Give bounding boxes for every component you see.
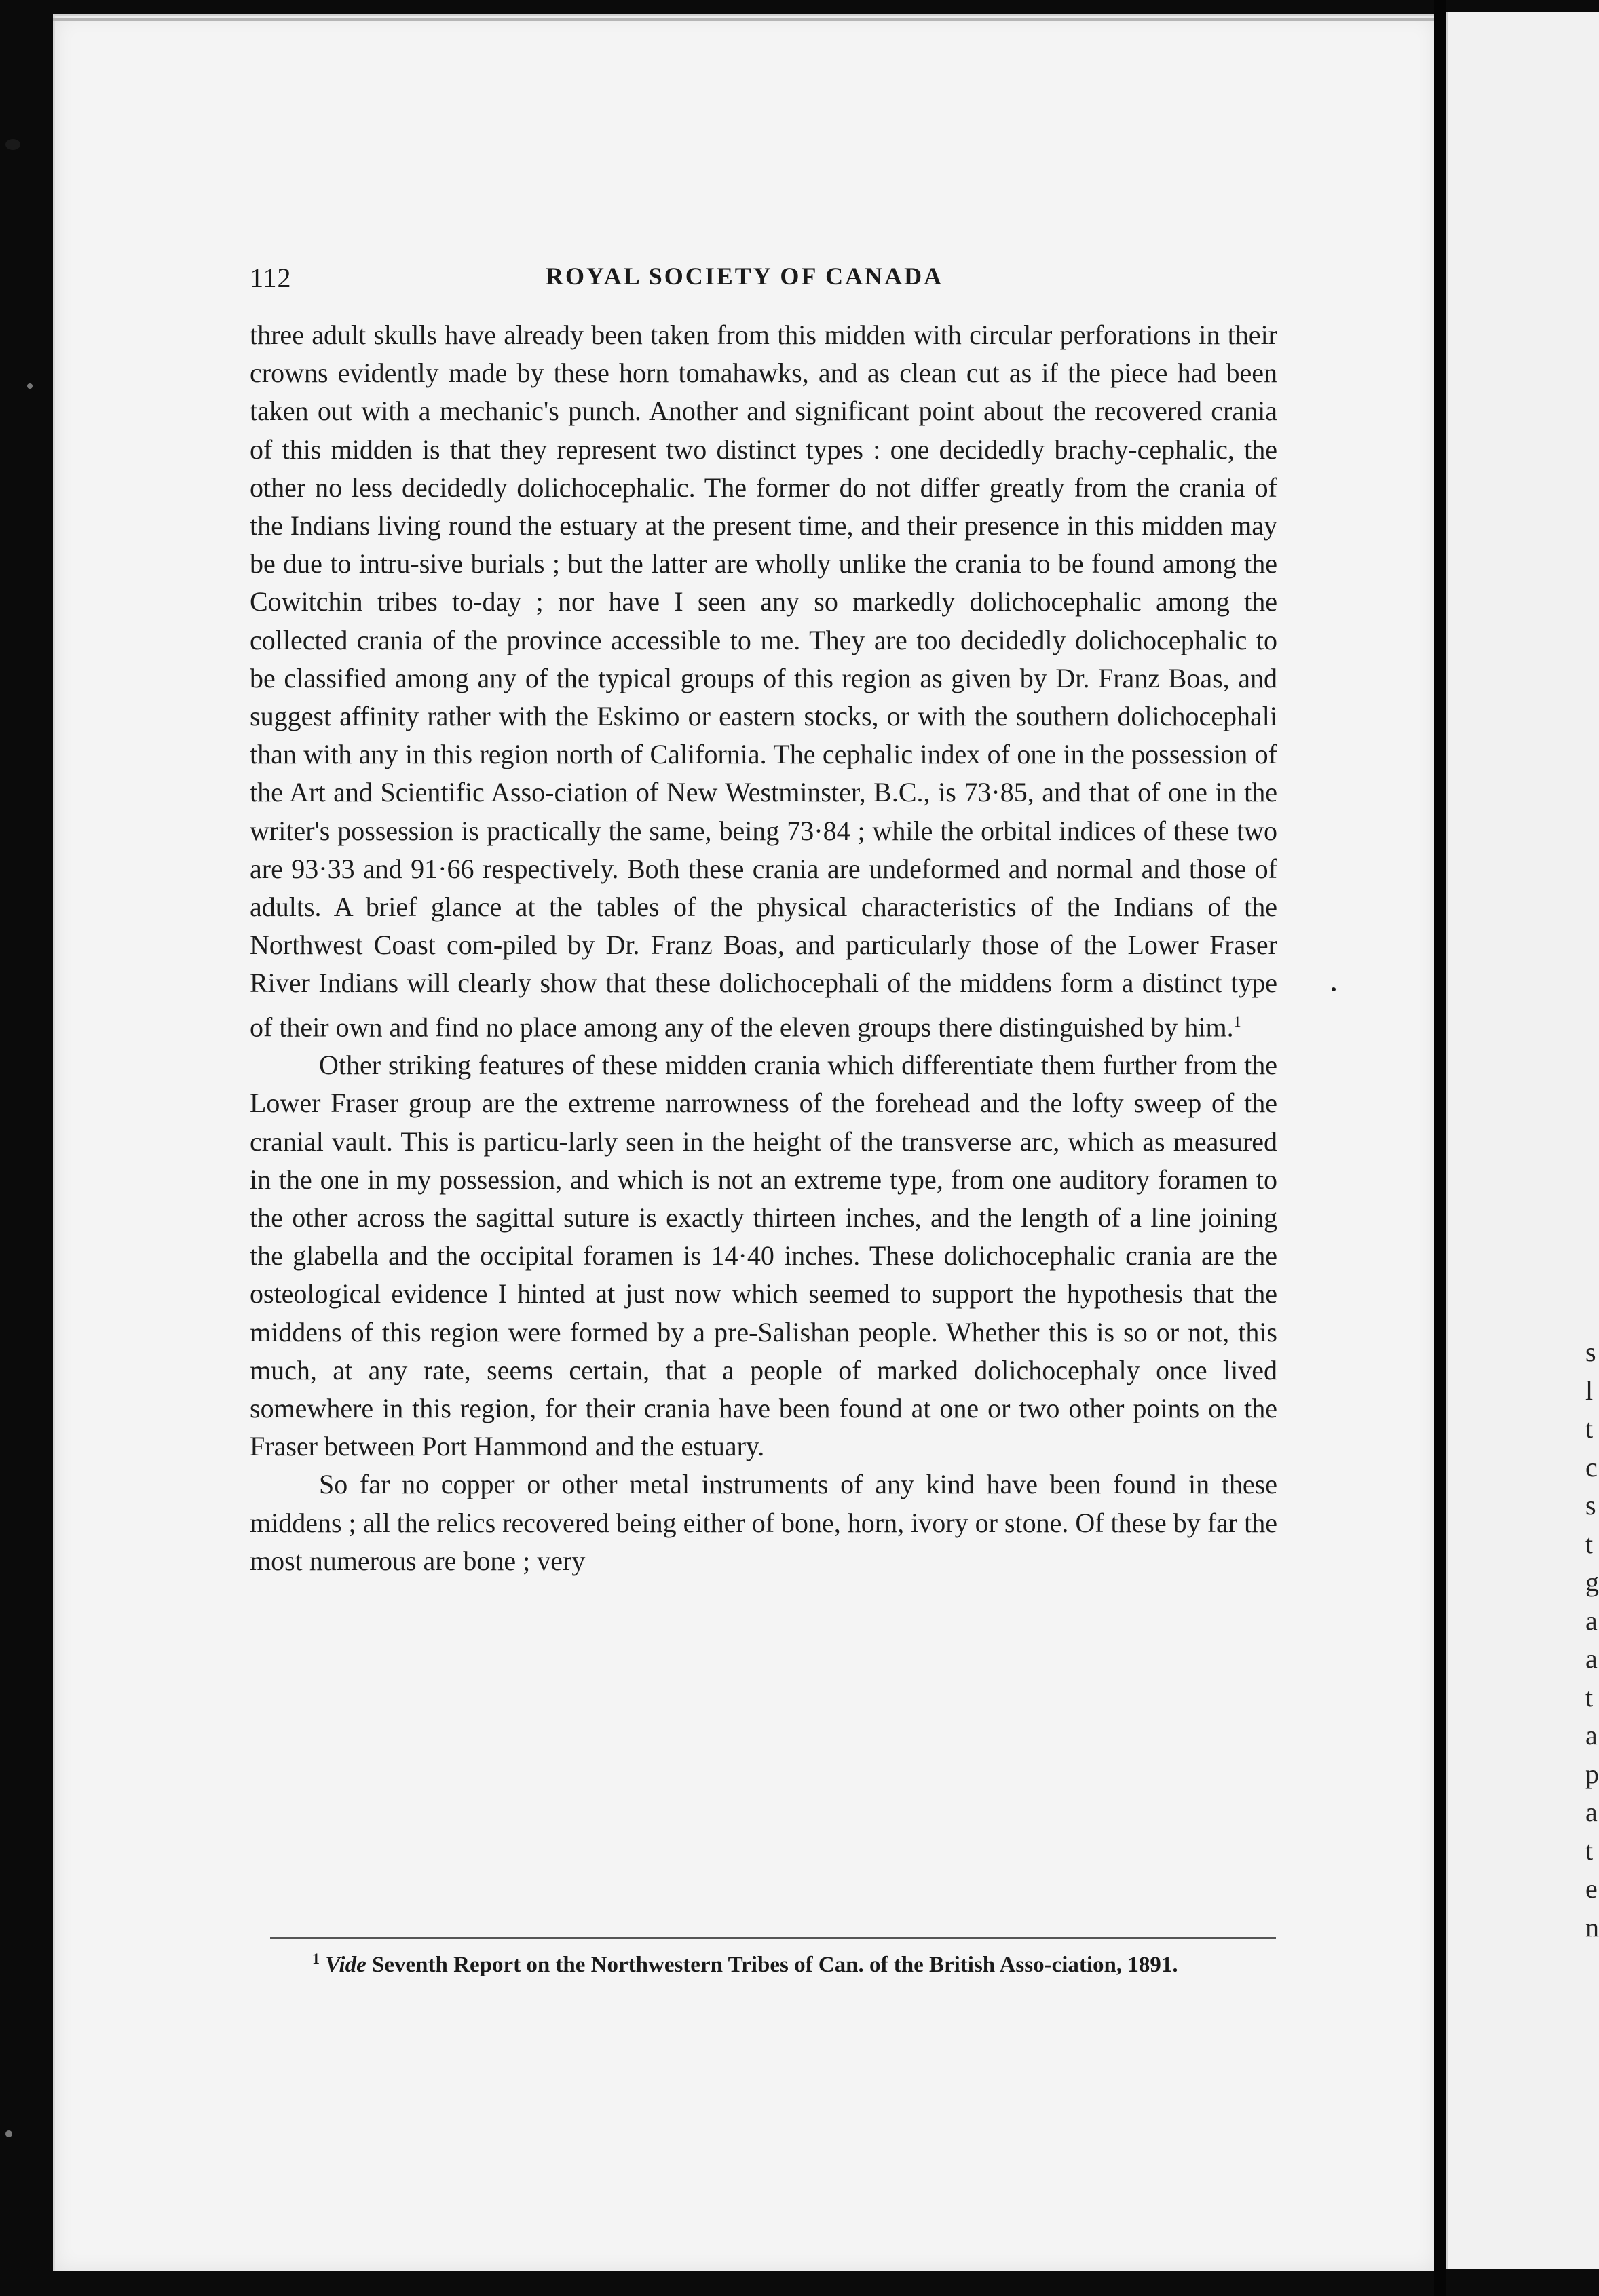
footnote-vide: Vide	[325, 1953, 366, 1977]
footnote-text: Seventh Report on the Northwestern Tribes of Can. of the British Asso-ciation, 1891.	[366, 1953, 1178, 1977]
edge-letter: a	[1585, 1605, 1598, 1636]
edge-letter: s	[1585, 1490, 1596, 1520]
scan-speck	[5, 139, 20, 150]
edge-letter: g	[1585, 1567, 1599, 1597]
page-number: 112	[250, 263, 292, 293]
scan-speck	[1332, 987, 1336, 991]
running-head: ROYAL SOCIETY OF CANADA	[546, 263, 944, 290]
edge-letter: t	[1585, 1413, 1594, 1444]
scan-speck	[5, 2130, 12, 2137]
footnote-divider	[270, 1937, 1276, 1939]
footnote-reference: 1	[1233, 1012, 1241, 1030]
edge-letter: t	[1585, 1681, 1594, 1713]
paragraph	[250, 316, 1277, 1046]
edge-letter: p	[1585, 1758, 1599, 1789]
facing-page	[1446, 12, 1599, 2269]
footnote-marker: 1	[312, 1950, 320, 1967]
paragraph: So far no copper or other metal instruments of any kind have been found in these middens ; all the relics recovered being either of bone, horn, ivory or stone. Of these by far the most numerous are bone ; very	[250, 1469, 1277, 1576]
paragraph-text: three adult skulls have already been taken from this midden with circular perforations in their crowns evidently made by these horn tomahawks, and as clean cut as if the piece had been taken out with a mechanic's punch. Another and significant point about the recovered crania of this midden is that they represent two distinct types : one decidedly brachy-cephalic, the other no less decidedly dolichocephalic. The former do not differ greatly from the crania of the Indians living round the estuary at the present time, and their presence in this midden may be due to intru-sive burials ; but the latter are wholly unlike the crania to be found among the Cowitchin tribes to-day ; nor have I seen any so markedly dolichocephalic among the collected crania of the province accessible to me. They are too decidedly dolichocephalic to be classified among any of the typical groups of this region as given by Dr. Franz Boas, and suggest affinity rather with the Eskimo or eastern stocks, or with the southern dolichocephali than with any in this region north of California. The cephalic index of one in the possession of the Art and Scientific Asso-ciation of New Westminster, B.C., is 73·85, and that of one in the writer's possession is practically the same, being 73·84 ; while the orbital indices of these two are 93·33 and 91·66 respectively. Both these crania are undeformed and normal and those of adults. A brief glance at the tables of the physical characteristics of the Indians of the Northwest Coast com-piled by Dr. Franz Boas, and particularly those of the Lower Fraser River Indians will clearly show that these dolichocephali of the middens form a distinct type of their own and find no place among any of the eleven groups there distinguished by him.	[250, 320, 1277, 1042]
edge-letter: s	[1585, 1337, 1596, 1367]
body-text	[250, 316, 1277, 1580]
edge-letter: l	[1585, 1375, 1594, 1406]
page-header	[250, 262, 1281, 296]
edge-letter: t	[1585, 1528, 1594, 1559]
edge-letter: a	[1585, 1720, 1598, 1750]
edge-letter: t	[1585, 1835, 1594, 1866]
paragraph: Other striking features of these midden crania which differentiate them further from the Lower Fraser group are the extreme narrowness of the forehead and the lofty sweep of the cranial vault. This is particu-larly seen in the height of the transverse arc, which as measured in the one in my possession, and which is not an extreme type, from one auditory foramen to the other across the sagittal suture is exactly thirteen inches, and the length of a line joining the glabella and the occipital foramen is 14·40 inches. These dolichocephalic crania are the osteological evidence I hinted at just now which seemed to support the hypothesis that the middens of this region were formed by a pre-Salishan people. Whether this is so or not, this much, at any rate, seems certain, that a people of marked dolichocephaly once lived somewhere in this region, for their crania have been found at one or two other points on the Fraser between Port Hammond and the estuary.	[250, 1050, 1277, 1462]
edge-letter: c	[1585, 1451, 1598, 1482]
edge-letter: e	[1585, 1873, 1598, 1904]
footnote	[271, 1942, 1283, 1982]
book-gutter	[1434, 0, 1446, 2296]
page-top-edge	[53, 18, 1434, 21]
edge-letter: a	[1585, 1643, 1598, 1674]
scan-speck	[27, 383, 33, 389]
edge-letter: a	[1585, 1797, 1598, 1827]
facing-page-edge-text	[1585, 1333, 1599, 1947]
edge-letter: n	[1585, 1911, 1599, 1943]
